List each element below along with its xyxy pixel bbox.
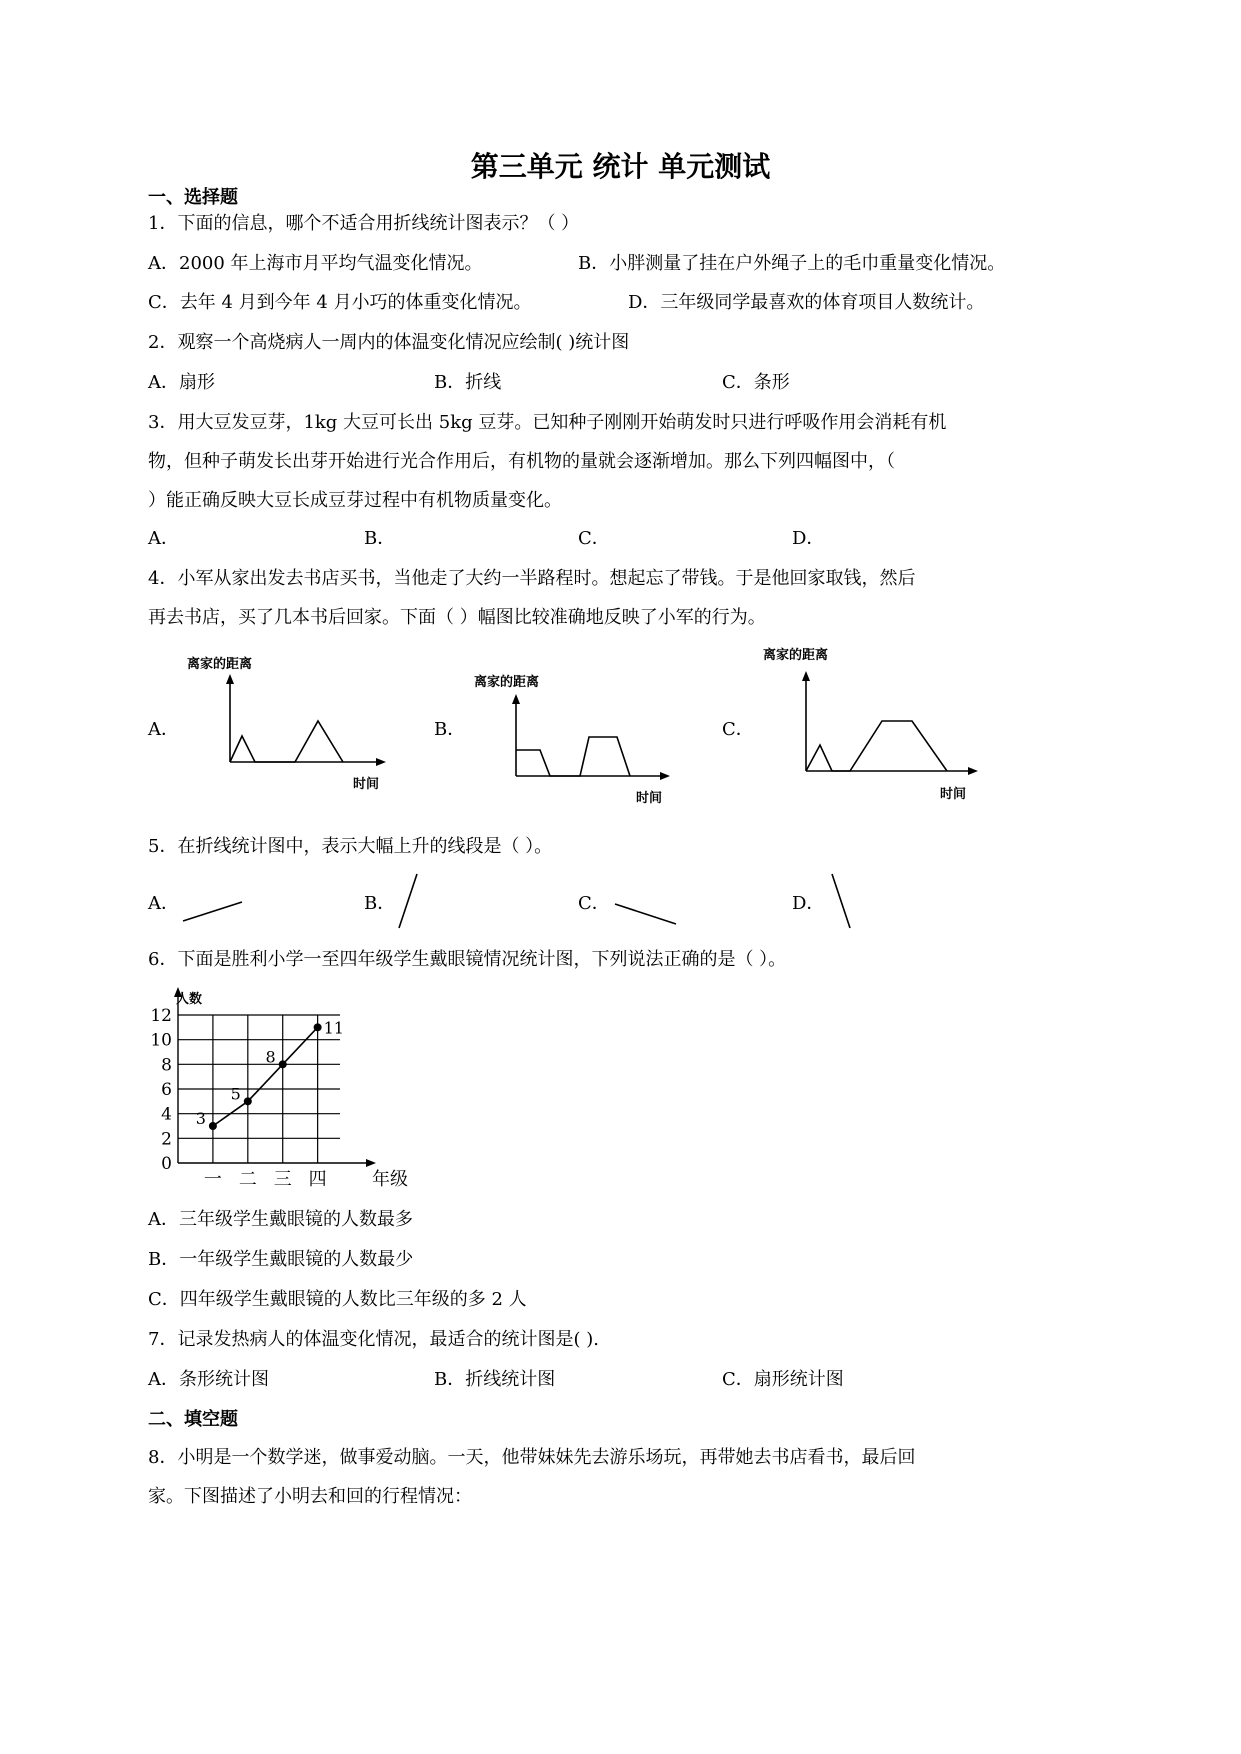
question-1-option-c: C．去年 4 月到今年 4 月小巧的体重变化情况。 (148, 292, 532, 313)
question-4-line-2: 再去书店，买了几本书后回家。下面（ ）幅图比较准确地反映了小军的行为。 (148, 607, 766, 628)
chart-x-arrow (366, 1159, 376, 1167)
question-6-stem: 6．下面是胜利小学一至四年级学生戴眼镜情况统计图，下列说法正确的是（ ）。 (148, 949, 787, 970)
question-5-segment-a (180, 895, 250, 925)
chart-series-line (213, 1027, 318, 1126)
question-6-option-a: A．三年级学生戴眼镜的人数最多 (148, 1209, 413, 1230)
graph-c-xlabel: 时间 (940, 787, 967, 802)
chart-ylabel: 人数 (176, 992, 203, 1007)
chart-data-label: 11 (323, 1018, 344, 1038)
chart-xtick-label: 二 (238, 1169, 257, 1190)
question-4-line-1: 4．小军从家出发去书店买书，当他走了大约一半路程时。想起忘了带钱。于是他回家取钱，然后 (148, 568, 916, 589)
question-5-segment-c (612, 898, 682, 928)
question-5-segment-b (395, 870, 425, 932)
graph-c-ylabel: 离家的距离 (763, 648, 829, 663)
chart-xtick-label: 三 (273, 1169, 292, 1190)
chart-ytick-label: 2 (161, 1129, 172, 1150)
question-6-option-c: C．四年级学生戴眼镜的人数比三年级的多 2 人 (148, 1289, 527, 1310)
question-4-option-c: C． (722, 719, 754, 740)
question-5-option-a: A． (148, 893, 179, 914)
chart-data-label: 5 (230, 1084, 241, 1104)
chart-xtick-label: 一 (203, 1169, 222, 1190)
question-4-graph-b (472, 668, 682, 813)
q6-line-chart (140, 985, 430, 1195)
question-7-stem: 7．记录发热病人的体温变化情况，最适合的统计图是( ). (148, 1329, 599, 1350)
chart-data-point (244, 1097, 252, 1105)
question-2-stem: 2．观察一个高烧病人一周内的体温变化情况应绘制( )统计图 (148, 332, 630, 353)
chart-ytick-label: 0 (161, 1154, 172, 1174)
graph-a-xlabel: 时间 (353, 777, 380, 792)
question-7-option-c: C．扇形统计图 (722, 1369, 844, 1390)
question-4-option-b: B． (434, 719, 466, 740)
question-4-graph-c (760, 645, 990, 800)
question-7-option-b: B．折线统计图 (434, 1369, 556, 1390)
question-3-line-3: ）能正确反映大豆长成豆芽过程中有机物质量变化。 (148, 490, 562, 511)
question-5-option-d: D． (792, 893, 825, 914)
chart-ytick-label: 12 (150, 1006, 172, 1026)
page-title: 第三单元 统计 单元测试 (470, 150, 771, 183)
chart-ytick-label: 4 (161, 1104, 172, 1125)
chart-ytick-label: 10 (150, 1030, 172, 1051)
question-3-option-c: C． (578, 528, 610, 549)
question-5-stem: 5．在折线统计图中，表示大幅上升的线段是（ ）。 (148, 836, 553, 857)
question-1-option-b: B．小胖测量了挂在户外绳子上的毛巾重量变化情况。 (578, 253, 1006, 274)
chart-xtick-label: 四 (308, 1169, 327, 1190)
question-4-option-a: A． (148, 719, 179, 740)
chart-data-point (209, 1122, 217, 1130)
graph-a-ylabel: 离家的距离 (187, 657, 253, 672)
question-3-line-2: 物，但种子萌发长出芽开始进行光合作用后，有机物的量就会逐渐增加。那么下列四幅图中，（ (148, 451, 895, 472)
question-3-option-d: D． (792, 528, 825, 549)
graph-b-xlabel: 时间 (636, 791, 663, 806)
question-6-option-b: B．一年级学生戴眼镜的人数最少 (148, 1249, 414, 1270)
question-7-option-a: A．条形统计图 (148, 1369, 269, 1390)
chart-data-point (314, 1023, 322, 1031)
chart-xlabel: 年级 (372, 1169, 408, 1190)
question-3-line-1: 3．用大豆发豆芽，1kg 大豆可长出 5kg 豆芽。已知种子刚刚开始萌发时只进行呼吸作用会消耗有机 (148, 412, 947, 433)
question-2-option-b: B．折线 (434, 372, 502, 393)
question-1-option-a: A．2000 年上海市月平均气温变化情况。 (148, 253, 483, 274)
chart-ytick-label: 6 (161, 1080, 172, 1100)
question-1-stem: 1．下面的信息，哪个不适合用折线统计图表示？（ ） (148, 213, 580, 234)
chart-data-point (279, 1060, 287, 1068)
question-2-option-a: A．扇形 (148, 372, 215, 393)
question-8-line-1: 8．小明是一个数学迷，做事爱动脑。一天，他带妹妹先去游乐场玩，再带她去书店看书，最后回 (148, 1447, 916, 1468)
question-2-option-c: C．条形 (722, 372, 790, 393)
question-3-option-a: A． (148, 528, 179, 549)
question-5-option-b: B． (364, 893, 396, 914)
question-1-option-d: D．三年级同学最喜欢的体育项目人数统计。 (628, 292, 985, 313)
question-8-line-2: 家。下图描述了小明去和回的行程情况： (148, 1486, 472, 1507)
chart-data-label: 3 (195, 1109, 206, 1128)
section-heading-fill: 二、填空题 (148, 1409, 238, 1430)
section-heading-choice: 一、选择题 (148, 187, 238, 208)
question-4-graph-a (185, 650, 395, 795)
question-3-option-b: B． (364, 528, 396, 549)
chart-ytick-label: 8 (161, 1055, 172, 1076)
chart-data-label: 8 (265, 1047, 276, 1067)
question-5-segment-d (826, 870, 856, 932)
question-5-option-c: C． (578, 893, 610, 914)
graph-b-ylabel: 离家的距离 (474, 675, 540, 690)
